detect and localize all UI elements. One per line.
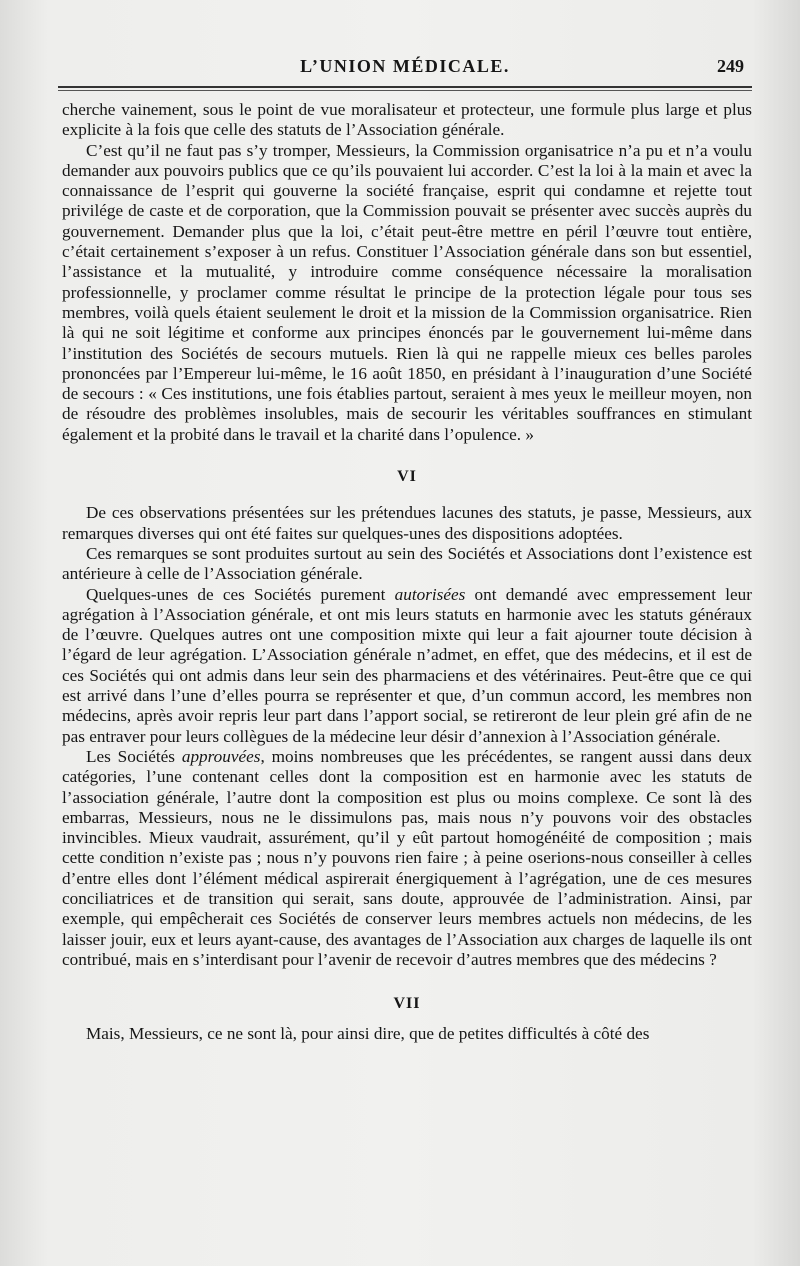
paragraph-text: Quelques-unes de ces Sociétés purement [86,584,395,604]
paragraph: De ces observations présentées sur les prétendues lacunes des statuts, je passe, Messieurs, aux remarques diverses qui ont été faites sur quelques-unes des dispositions adoptées. [62,503,752,543]
section-heading: VI [397,468,417,486]
page-number: 249 [717,56,744,76]
paragraph: Mais, Messieurs, ce ne sont là, pour ainsi dire, que de petites difficultés à côté des [86,1024,650,1044]
page-header [58,52,752,88]
paragraph: Ces remarques se sont produites surtout au sein des Sociétés et Associations dont l’existence est antérieure à celle de l’Association générale. [62,543,752,584]
section-heading: VII [393,995,421,1013]
body-text [62,100,752,1045]
paragraph: C’est qu’il ne faut pas s’y tromper, Messieurs, la Commission organisatrice n’a pu et n’a voulu demander aux pouvoirs publics que ce qu’ils pouvaient lui accorder. C’est la loi à la main et avec la connaissance de l’esprit qui gouverne la société française, esprit qui condamne et rejette tout privilége de caste et de corporation, que la Commission pouvait se présenter avec succès auprès du gouvernement. Demander plus que la loi, c’était peut-être mettre en péril l’œuvre tout entière, c’était certainement s’exposer à un refus. Constituer l’Association générale dans son but essentiel, l’assistance et la mutualité, y introduire comme conséquence nécessaire la moralisation professionnelle, y proclamer comme résultat le principe de la protection légale pour tous ses membres, voilà quels étaient seulement le droit et la mission de la Commission organisatrice. Rien là qui ne soit légitime et conforme aux principes énoncés par le gouvernement lui-même dans l’institution des Sociétés de secours mutuels. Rien là qui ne rappelle mieux ces belles paroles prononcées par l’Empereur lui-même, le 16 août 1850, en présidant à l’inauguration d’une Société de secours : « Ces institutions, une fois établies partout, seraient à mes yeux le meilleur moyen, non de résoudre des problèmes insolubles, mais de secourir les véritables souffrances en stimulant également et la probité dans le travail et la charité dans l’opulence. » [62,140,752,444]
emphasis: autorisées [394,584,466,604]
paragraph-text: , moins nombreuses que les précédentes, se rangent aussi dans deux catégories, l’une contenant celles dont la composition est en harmonie avec les statuts de l’association générale, l’autre dont la composition est plus ou moins complexe. Ce sont là des embarras, Messieurs, nous ne le dissimulons pas, mais nous n’y pouvons voir des obstacles invincibles. Mieux vaudrait, assurément, qu’il y eût partout homogénéité de composition ; mais cette condition n’existe pas ; nous n’y pouvons rien faire ; à peine oserions-nous conseiller à celles d’entre elles dont l’élément médical aspirerait énergiquement à l’agrégation, une de ces mesures conciliatrices et de transition qui serait, sans doute, approuvée de l’administration. Ainsi, par exemple, qui empêcherait ces Sociétés de conserver leurs membres actuels non médecins, de les laisser jouir, eux et leurs ayant-cause, des avantages de l’Association aux charges de laquelle ils ont contribué, mais en s’interdisant pour l’avenir de recevoir d’autres membres que des médecins ? [62,746,752,969]
paragraph [62,585,752,747]
paragraph-text: ont demandé avec empressement leur agrégation à l’Association générale, et ont mis leurs statuts en harmonie avec les statuts généraux de l’œuvre. Quelques autres ont une composition mixte qui leur a fait ajourner toute décision à l’égard de leur agrégation. L’Association générale n’admet, en effet, que des médecins, et il est de ces Sociétés qui ont admis dans leur sein des pharmaciens et des vétérinaires. Peut-être que ce qui est arrivé dans l’une d’elles pourra se représenter et que, d’un commun accord, les membres non médecins, après avoir repris leur part dans l’apport social, se retireront de leur plein gré afin de ne pas entraver pour leurs collègues de la médecine leur désir d’annexion à l’Association générale. [62,584,752,746]
running-title: L’UNION MÉDICALE. [300,56,510,76]
header-rule [58,86,752,91]
paragraph: cherche vainement, sous le point de vue moralisateur et protecteur, une formule plus large et plus explicite à la fois que celle des statuts de l’Association générale. [62,100,752,140]
paragraph-text: Les Sociétés [86,746,182,766]
emphasis: approuvées [181,746,261,766]
paragraph [62,747,752,970]
